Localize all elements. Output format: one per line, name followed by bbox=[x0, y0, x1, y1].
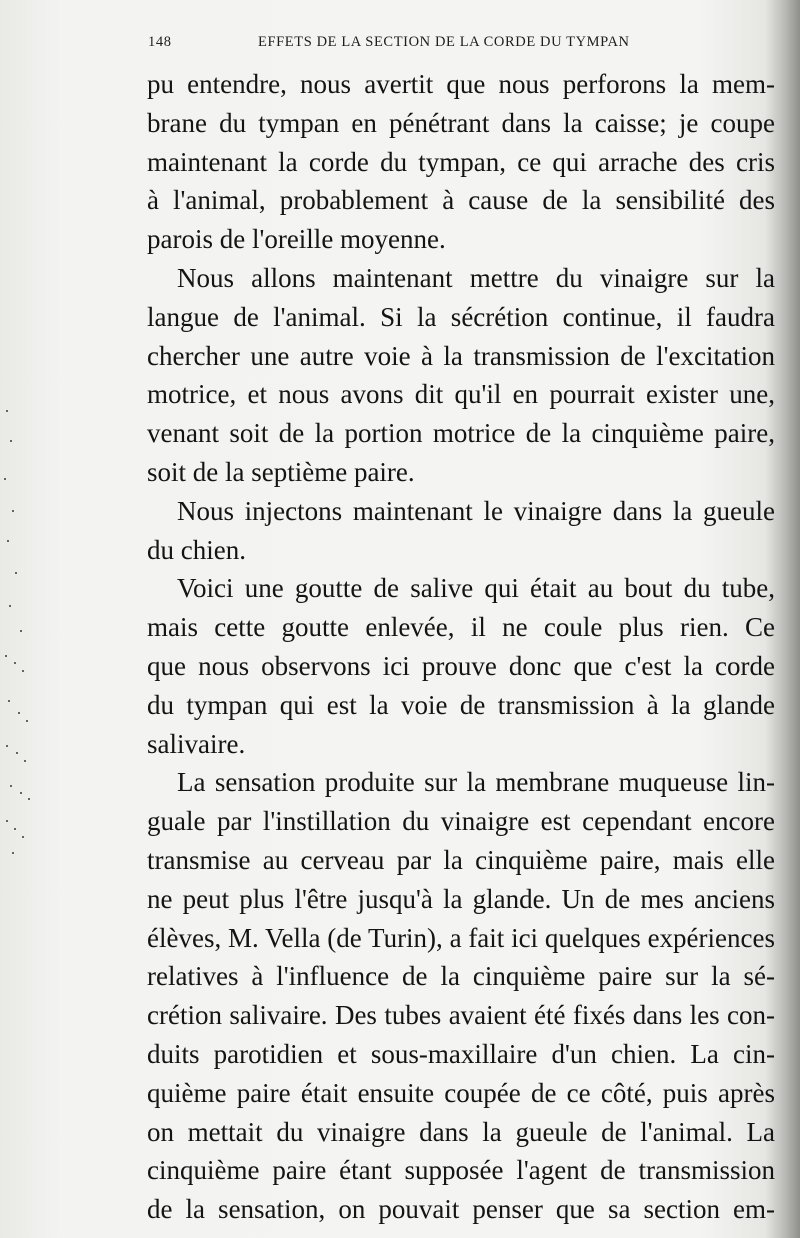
speckle bbox=[6, 745, 8, 747]
text-line: relatives à l'influence de la cinquième paire sur la sé- bbox=[147, 961, 775, 992]
page-number: 148 bbox=[148, 34, 172, 50]
text-line: que nous observons ici prouve donc que c'est la corde bbox=[147, 650, 775, 681]
text-line: du chien. bbox=[147, 534, 246, 565]
paragraph-start-line: Voici une goutte de salive qui était au bout du tube, bbox=[177, 573, 775, 604]
speckle bbox=[14, 828, 16, 830]
speckle bbox=[6, 410, 8, 412]
speckle bbox=[15, 572, 17, 574]
speckle bbox=[14, 662, 16, 664]
text-line: salivaire. bbox=[147, 728, 246, 759]
speckle bbox=[28, 798, 30, 800]
speckle bbox=[6, 820, 8, 822]
text-line: soit de la septième paire. bbox=[147, 456, 415, 487]
margin-speckles bbox=[0, 400, 30, 870]
speckle bbox=[20, 630, 22, 632]
paragraph-start-line: Nous allons maintenant mettre du vinaigre sur la bbox=[177, 262, 775, 293]
text-line: pu entendre, nous avertit que nous perforons la mem- bbox=[147, 69, 775, 99]
speckle bbox=[7, 540, 9, 542]
text-line: brane du tympan en pénétrant dans la caisse; je coupe bbox=[147, 107, 775, 138]
text-line: transmise au cerveau par la cinquième paire, mais elle bbox=[147, 844, 775, 875]
text-line: crétion salivaire. Des tubes avaient été fixés dans les con- bbox=[147, 1000, 775, 1031]
speckle bbox=[22, 836, 24, 838]
text-line: duits parotidien et sous-maxillaire d'un chien. La cin- bbox=[147, 1038, 775, 1069]
paragraph-start-line: La sensation produite sur la membrane muqueuse lin- bbox=[177, 767, 775, 798]
text-line: venant soit de la portion motrice de la cinquième paire, bbox=[147, 418, 775, 449]
text-line: de la sensation, on pouvait penser que sa section em- bbox=[147, 1194, 775, 1225]
speckle bbox=[18, 712, 20, 714]
text-line: élèves, M. Vella (de Turin), a fait ici quelques expériences bbox=[147, 922, 775, 953]
text-line: cinquième paire étant supposée l'agent de transmission bbox=[147, 1155, 775, 1186]
speckle bbox=[22, 670, 24, 672]
running-title: EFFETS DE LA SECTION DE LA CORDE DU TYMPAN bbox=[258, 34, 630, 50]
speckle bbox=[26, 720, 28, 722]
speckle bbox=[9, 605, 11, 607]
body-text bbox=[147, 65, 775, 1229]
speckle bbox=[10, 785, 12, 787]
text-line: langue de l'animal. Si la sécrétion continue, il faudra bbox=[147, 301, 775, 332]
running-header bbox=[148, 34, 673, 54]
speckle bbox=[5, 655, 7, 657]
speckle bbox=[24, 760, 26, 762]
speckle bbox=[8, 700, 10, 702]
speckle bbox=[20, 792, 22, 794]
speckle bbox=[10, 440, 12, 442]
text-line: parois de l'oreille moyenne. bbox=[147, 224, 446, 255]
text-line: mais cette goutte enlevée, il ne coule plus rien. Ce bbox=[147, 612, 775, 643]
text-line: ne peut plus l'être jusqu'à la glande. Un de mes anciens bbox=[147, 883, 775, 914]
text-line: chercher une autre voie à la transmission de l'excitation bbox=[147, 340, 775, 371]
text-line: du tympan qui est la voie de transmission à la glande bbox=[147, 689, 775, 720]
speckle bbox=[16, 752, 18, 754]
text-line: quième paire était ensuite coupée de ce côté, puis après bbox=[147, 1077, 775, 1108]
paragraph-start-line: Nous injectons maintenant le vinaigre dans la gueule bbox=[177, 495, 775, 526]
text-line: guale par l'instillation du vinaigre est cependant encore bbox=[147, 806, 775, 837]
speckle bbox=[12, 510, 14, 512]
text-line: motrice, et nous avons dit qu'il en pourrait exister une, bbox=[147, 379, 775, 410]
text-line: à l'animal, probablement à cause de la sensibilité des bbox=[147, 185, 775, 216]
text-line: maintenant la corde du tympan, ce qui arrache des cris bbox=[147, 146, 775, 177]
speckle bbox=[12, 852, 14, 854]
text-line: on mettait du vinaigre dans la gueule de l'animal. La bbox=[147, 1116, 775, 1147]
speckle bbox=[4, 478, 6, 480]
